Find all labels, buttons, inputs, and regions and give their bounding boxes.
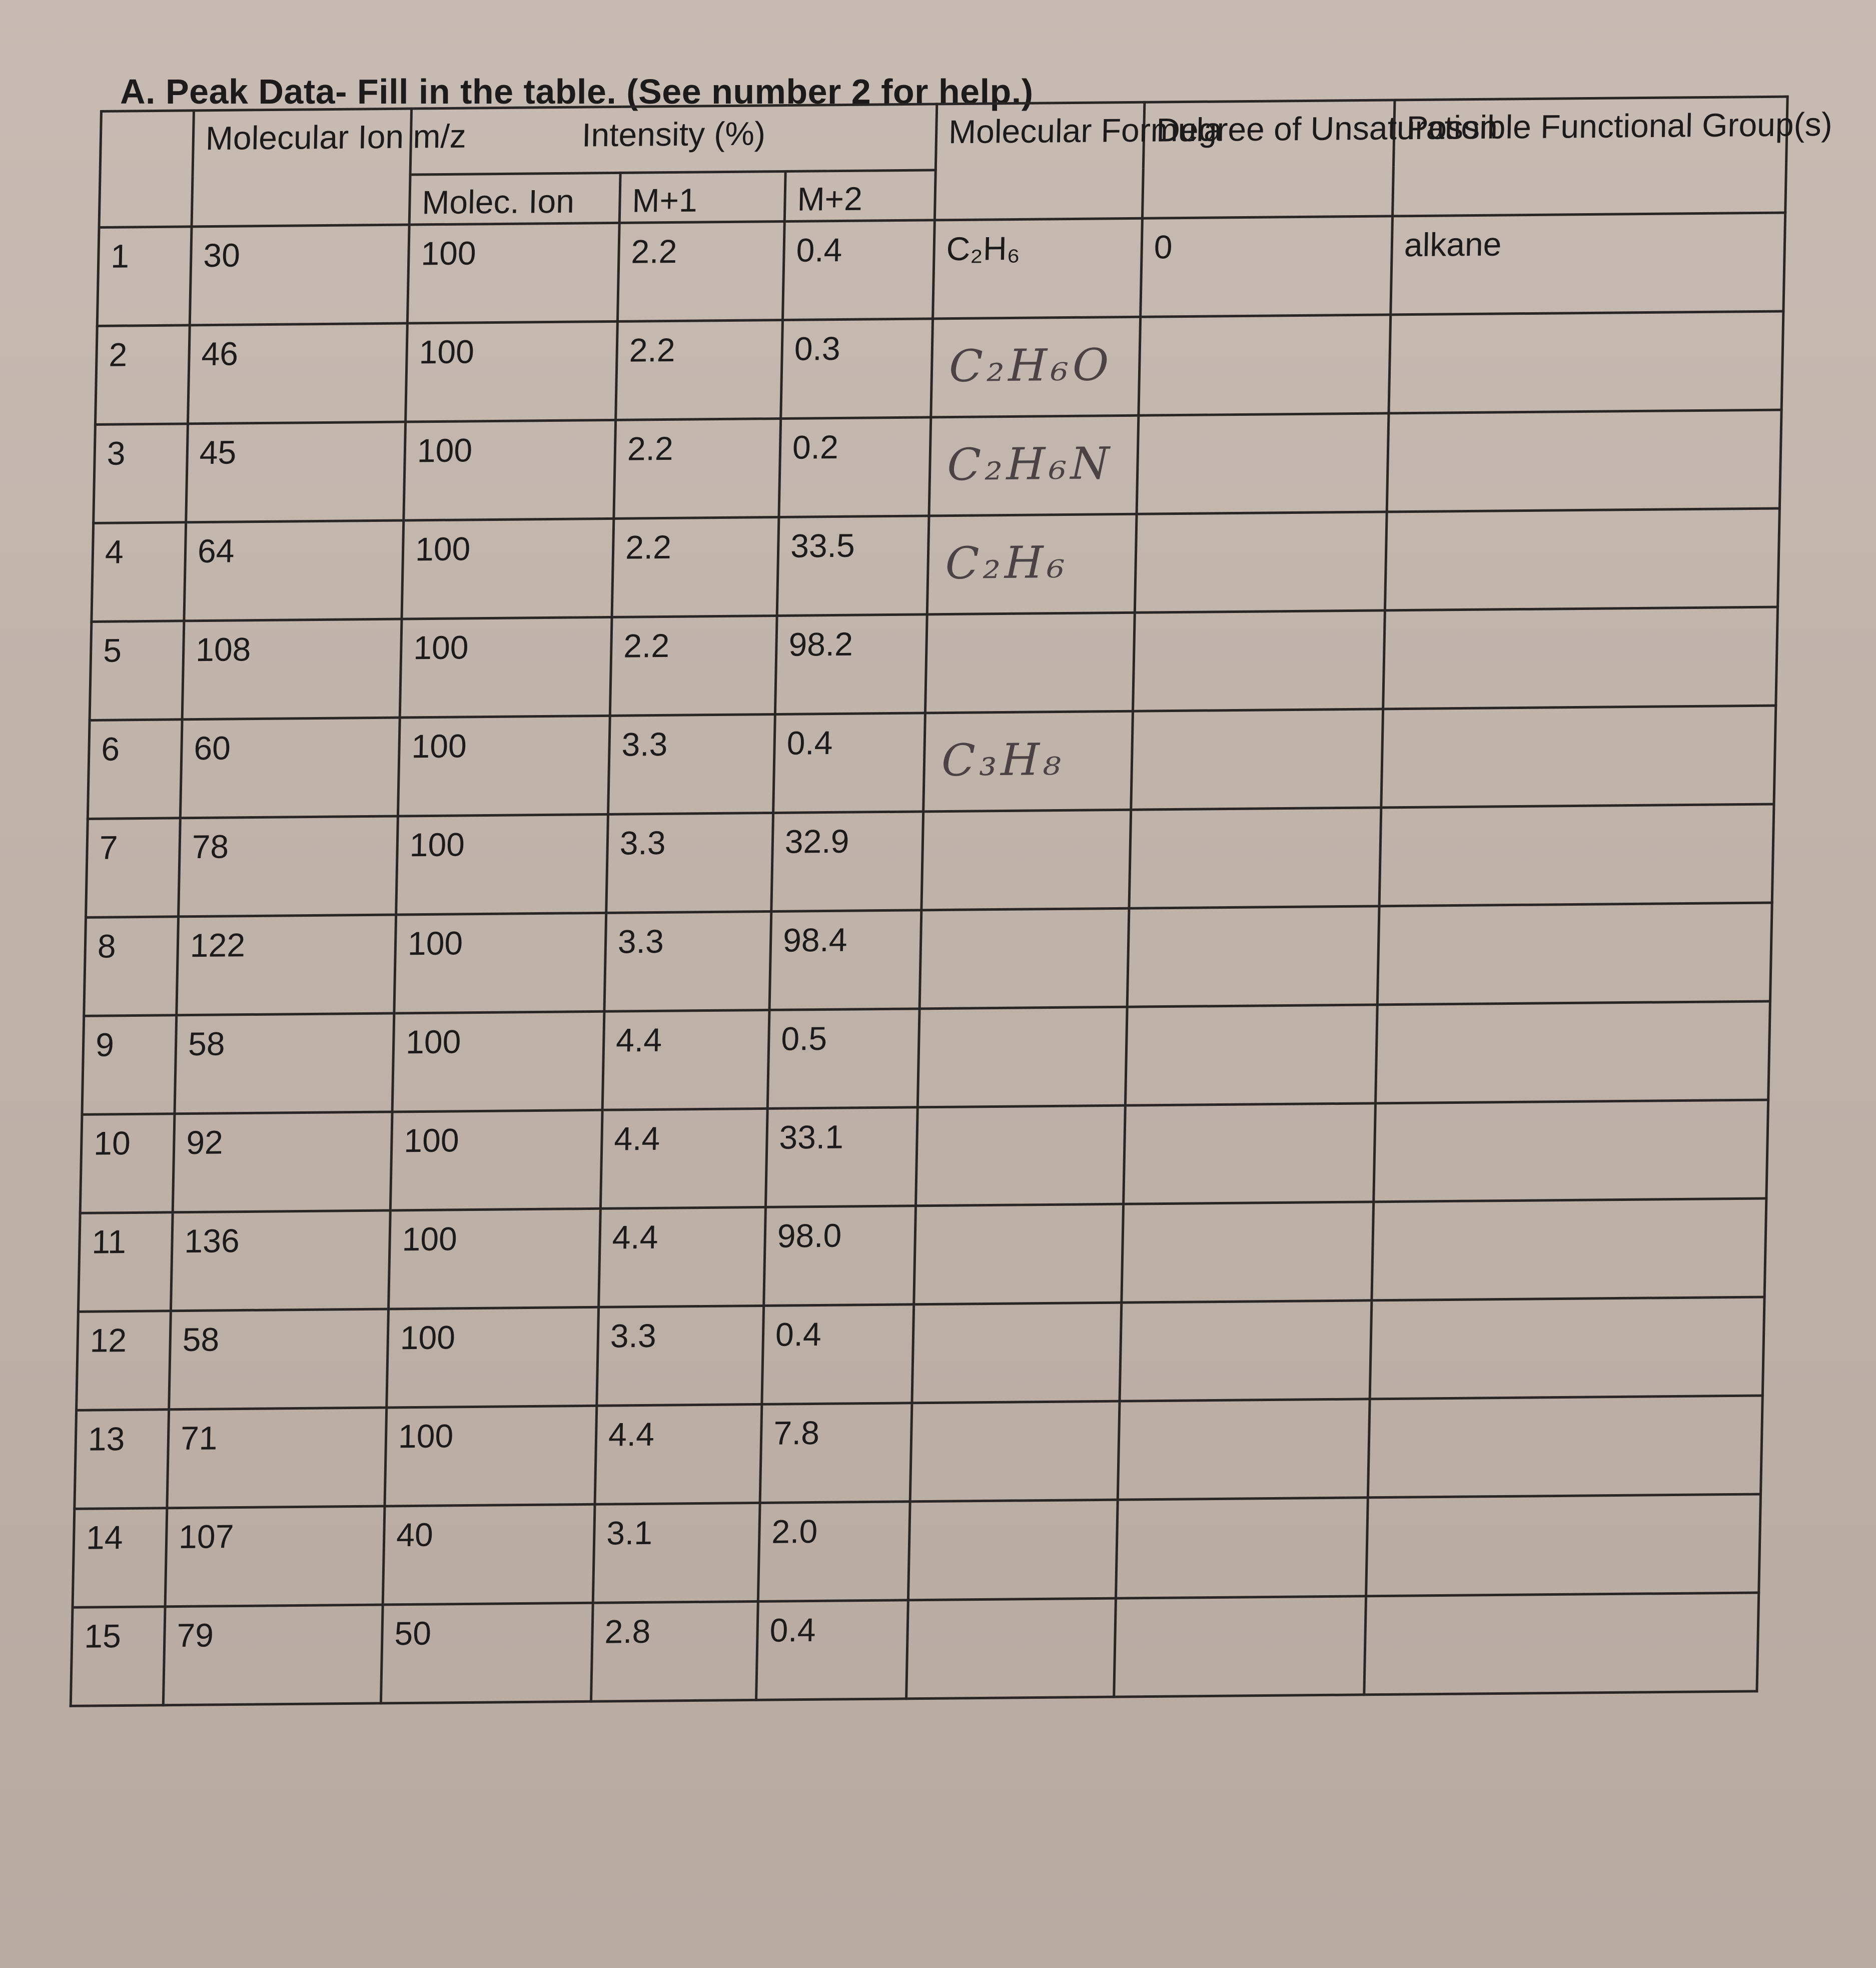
m-plus-2-intensity[interactable] xyxy=(758,1501,910,1601)
m-plus-1-intensity-text: 3.1 xyxy=(606,1514,653,1552)
row-number[interactable] xyxy=(92,522,186,621)
functional-group-cell[interactable] xyxy=(1375,1001,1770,1103)
m-plus-1-intensity[interactable] xyxy=(616,320,783,420)
handwritten-formula: C₂H₆N xyxy=(947,437,1114,490)
molecular-formula-cell[interactable] xyxy=(906,1598,1116,1699)
table-row xyxy=(80,1099,1768,1212)
molecular-formula-cell[interactable] xyxy=(925,612,1135,713)
m-plus-1-intensity-text: 3.3 xyxy=(617,922,664,960)
m-plus-1-intensity[interactable] xyxy=(600,1108,767,1208)
molec-ion-intensity-text: 100 xyxy=(419,332,475,370)
molec-ion-intensity[interactable] xyxy=(406,321,618,422)
molec-ion-intensity[interactable] xyxy=(385,1406,597,1506)
row-number-text: 11 xyxy=(91,1222,127,1260)
molec-ion-intensity-text: 100 xyxy=(405,1022,462,1060)
molecular-formula-cell[interactable] xyxy=(921,810,1131,910)
m-plus-2-intensity-text: 0.4 xyxy=(795,231,843,269)
functional-group-cell[interactable] xyxy=(1368,1395,1762,1497)
molecular-formula-cell[interactable] xyxy=(927,514,1137,614)
table-row xyxy=(94,410,1781,523)
row-number-text: 15 xyxy=(84,1617,122,1655)
molec-ion-intensity-text: 100 xyxy=(411,727,467,765)
molecular-ion-mz[interactable] xyxy=(180,718,400,818)
m-plus-2-intensity-text: 0.2 xyxy=(792,428,839,466)
m-plus-2-intensity[interactable] xyxy=(773,713,925,813)
m-plus-1-intensity-text: 3.3 xyxy=(610,1317,657,1355)
degree-of-unsaturation-cell[interactable] xyxy=(1133,610,1385,711)
table-row xyxy=(86,804,1774,917)
molec-ion-intensity-text: 100 xyxy=(409,825,465,863)
m-plus-1-intensity[interactable] xyxy=(604,911,771,1011)
row-number-text: 4 xyxy=(105,532,124,570)
m-plus-1-intensity[interactable] xyxy=(591,1601,758,1701)
degree-of-unsaturation-cell[interactable] xyxy=(1131,709,1383,809)
m-plus-2-intensity[interactable] xyxy=(762,1304,914,1404)
molec-ion-intensity-text: 100 xyxy=(398,1417,454,1455)
handwritten-formula: C₂H₆O xyxy=(949,338,1114,392)
molec-ion-intensity-text: 100 xyxy=(403,1121,460,1159)
molec-ion-intensity[interactable] xyxy=(381,1603,593,1703)
molecular-ion-mz-text: 60 xyxy=(193,729,231,767)
molec-ion-intensity[interactable] xyxy=(387,1307,599,1408)
functional-group-cell[interactable] xyxy=(1391,213,1785,315)
molecular-formula-cell[interactable] xyxy=(912,1302,1122,1403)
molecular-ion-mz-text: 108 xyxy=(195,630,252,668)
row-number-text: 1 xyxy=(110,237,130,275)
m-plus-2-intensity[interactable] xyxy=(771,811,923,911)
row-number[interactable] xyxy=(84,916,179,1016)
molecular-ion-mz[interactable] xyxy=(184,520,404,621)
molec-ion-intensity-text: 50 xyxy=(394,1614,432,1652)
table-row xyxy=(95,311,1783,424)
table-row xyxy=(88,706,1775,819)
table-row xyxy=(75,1395,1762,1508)
table-row xyxy=(77,1296,1764,1410)
header-row-top xyxy=(100,97,1787,177)
row-number-text: 14 xyxy=(86,1518,124,1556)
m-plus-2-intensity-text: 0.4 xyxy=(775,1315,822,1353)
functional-group-cell[interactable] xyxy=(1389,311,1783,413)
m-plus-1-intensity-text: 2.2 xyxy=(629,331,676,369)
m-plus-2-intensity-text: 33.1 xyxy=(778,1118,844,1156)
row-number[interactable] xyxy=(71,1606,165,1706)
molecular-formula-cell[interactable] xyxy=(929,415,1139,516)
m-plus-2-intensity[interactable] xyxy=(781,318,933,418)
m-plus-1-intensity[interactable] xyxy=(614,418,781,518)
molec-ion-intensity-text: 100 xyxy=(420,234,477,272)
m-plus-2-intensity-text: 0.3 xyxy=(794,329,841,367)
m-plus-2-intensity[interactable] xyxy=(775,614,927,714)
functional-group-cell[interactable] xyxy=(1385,508,1779,610)
m-plus-2-intensity[interactable] xyxy=(783,220,935,320)
degree-of-unsaturation-cell[interactable] xyxy=(1122,1201,1374,1302)
degree-of-unsaturation-cell[interactable] xyxy=(1127,906,1379,1006)
functional-group-cell[interactable] xyxy=(1364,1592,1759,1694)
degree-of-unsaturation-cell[interactable] xyxy=(1120,1300,1372,1401)
row-number-text: 3 xyxy=(107,434,126,472)
functional-group-cell[interactable] xyxy=(1366,1494,1761,1596)
molecular-ion-mz[interactable] xyxy=(179,816,398,917)
molecular-formula-cell[interactable] xyxy=(914,1204,1124,1304)
molecular-ion-mz-text: 45 xyxy=(199,433,237,471)
functional-group-cell[interactable] xyxy=(1374,1099,1768,1201)
table-row xyxy=(82,1001,1770,1114)
molecular-formula-cell-text: C₂H₆ xyxy=(946,229,1021,267)
m-plus-1-intensity-text: 4.4 xyxy=(612,1218,659,1256)
header-degree-of-unsaturation: Degree of Unsaturation xyxy=(1142,100,1395,218)
molecular-ion-mz-text: 79 xyxy=(176,1616,214,1654)
m-plus-1-intensity[interactable] xyxy=(610,615,777,716)
molecular-ion-mz-text: 64 xyxy=(197,531,235,569)
functional-group-cell[interactable] xyxy=(1377,903,1772,1005)
row-number-text: 5 xyxy=(103,631,122,669)
functional-group-cell[interactable] xyxy=(1379,804,1774,906)
molec-ion-intensity[interactable] xyxy=(383,1504,595,1605)
degree-of-unsaturation-cell[interactable] xyxy=(1129,807,1381,908)
molec-ion-intensity[interactable] xyxy=(396,814,608,915)
molec-ion-intensity-text: 100 xyxy=(415,529,471,567)
degree-of-unsaturation-cell[interactable] xyxy=(1139,314,1391,415)
m-plus-2-intensity[interactable] xyxy=(767,1008,919,1108)
row-number[interactable] xyxy=(75,1409,169,1509)
degree-of-unsaturation-cell[interactable] xyxy=(1116,1497,1368,1598)
row-number[interactable] xyxy=(86,818,181,917)
header-molecular-formula: Molecular Formula xyxy=(934,102,1145,220)
degree-of-unsaturation-cell[interactable] xyxy=(1118,1399,1370,1499)
functional-group-cell-text: alkane xyxy=(1404,225,1502,263)
degree-of-unsaturation-cell[interactable] xyxy=(1141,216,1393,316)
handwritten-formula: C₂H₆ xyxy=(945,536,1070,589)
molec-ion-intensity[interactable] xyxy=(390,1110,602,1210)
molec-ion-intensity-text: 100 xyxy=(417,431,473,469)
molec-ion-intensity-text: 100 xyxy=(400,1318,456,1356)
m-plus-2-intensity-text: 0.4 xyxy=(786,724,833,762)
molecular-ion-mz[interactable] xyxy=(182,619,402,720)
molec-ion-intensity[interactable] xyxy=(394,913,606,1013)
row-number[interactable] xyxy=(88,719,182,819)
m-plus-1-intensity[interactable] xyxy=(595,1404,762,1504)
molecular-formula-cell[interactable] xyxy=(917,1007,1127,1107)
molecular-ion-mz-text: 58 xyxy=(188,1024,226,1062)
row-number[interactable] xyxy=(97,226,192,326)
molecular-formula-cell[interactable] xyxy=(919,908,1129,1009)
degree-of-unsaturation-cell[interactable] xyxy=(1114,1596,1366,1696)
row-number[interactable] xyxy=(77,1310,171,1410)
molecular-formula-cell[interactable] xyxy=(931,317,1141,417)
molecular-ion-mz[interactable] xyxy=(186,422,406,522)
molecular-ion-mz-text: 92 xyxy=(186,1123,224,1161)
molecular-ion-mz[interactable] xyxy=(167,1407,387,1508)
row-number-text: 6 xyxy=(101,730,120,768)
m-plus-2-intensity[interactable] xyxy=(764,1205,916,1305)
handwritten-formula: C₃H₈ xyxy=(941,733,1066,786)
m-plus-1-intensity-text: 4.4 xyxy=(608,1415,655,1453)
header-intensity: Intensity (%) xyxy=(410,104,937,175)
m-plus-1-intensity-text: 3.3 xyxy=(621,725,668,763)
molecular-formula-cell[interactable] xyxy=(916,1105,1126,1206)
molecular-ion-mz-text: 107 xyxy=(178,1517,235,1555)
row-number-text: 12 xyxy=(90,1321,127,1359)
molecular-ion-mz[interactable] xyxy=(190,225,409,325)
degree-of-unsaturation-cell-text: 0 xyxy=(1154,228,1173,266)
row-number-text: 7 xyxy=(99,828,119,866)
molec-ion-intensity[interactable] xyxy=(407,223,619,323)
header-molec-ion: Molec. Ion xyxy=(409,173,620,224)
peak-data-sheet xyxy=(68,96,1833,1766)
molecular-ion-mz-text: 78 xyxy=(192,827,229,865)
molecular-ion-mz[interactable] xyxy=(163,1604,383,1705)
molec-ion-intensity[interactable] xyxy=(404,420,616,520)
m-plus-1-intensity-text: 3.3 xyxy=(619,824,666,862)
molec-ion-intensity-text: 40 xyxy=(396,1516,434,1553)
row-number[interactable] xyxy=(82,1015,177,1114)
m-plus-2-intensity-text: 7.8 xyxy=(773,1414,820,1452)
header-molecular-ion: Molecular Ion m/z xyxy=(192,109,412,226)
m-plus-1-intensity-text: 2.2 xyxy=(627,429,674,467)
row-number[interactable] xyxy=(78,1212,173,1311)
row-number-text: 2 xyxy=(108,335,128,373)
m-plus-1-intensity-text: 2.8 xyxy=(604,1612,651,1650)
m-plus-2-intensity-text: 98.2 xyxy=(788,625,853,663)
row-number-text: 9 xyxy=(95,1025,115,1063)
m-plus-2-intensity-text: 32.9 xyxy=(784,822,850,860)
molecular-ion-mz-text: 122 xyxy=(190,926,246,964)
m-plus-1-intensity[interactable] xyxy=(612,517,779,617)
molecular-ion-mz-text: 71 xyxy=(180,1419,218,1457)
peak-data-table xyxy=(70,96,1833,1707)
row-number[interactable] xyxy=(90,620,184,720)
molecular-ion-mz[interactable] xyxy=(169,1308,389,1409)
row-number-text: 13 xyxy=(88,1420,126,1458)
molecular-ion-mz[interactable] xyxy=(175,1013,394,1113)
header-functional-groups: Possible Functional Group(s) xyxy=(1393,97,1788,216)
row-number[interactable] xyxy=(94,423,188,523)
molec-ion-intensity[interactable] xyxy=(392,1011,604,1112)
molecular-ion-mz[interactable] xyxy=(188,323,407,424)
molecular-ion-mz[interactable] xyxy=(171,1210,390,1310)
table-row xyxy=(97,213,1785,326)
m-plus-1-intensity-text: 4.4 xyxy=(615,1021,662,1059)
functional-group-cell[interactable] xyxy=(1372,1198,1766,1300)
header-row-number xyxy=(99,111,194,227)
m-plus-2-intensity[interactable] xyxy=(765,1107,917,1207)
functional-group-cell[interactable] xyxy=(1383,607,1778,709)
m-plus-2-intensity[interactable] xyxy=(779,417,931,517)
molec-ion-intensity-text: 100 xyxy=(401,1219,458,1257)
degree-of-unsaturation-cell[interactable] xyxy=(1125,1004,1377,1105)
m-plus-2-intensity-text: 2.0 xyxy=(771,1512,818,1550)
row-number-text: 8 xyxy=(97,927,117,965)
m-plus-2-intensity-text: 0.5 xyxy=(780,1019,827,1057)
m-plus-2-intensity-text: 0.4 xyxy=(769,1611,816,1649)
worksheet-heading: A. Peak Data- Fill in the table. (See number 2 for help.) xyxy=(120,72,1034,111)
table-row xyxy=(90,607,1777,720)
degree-of-unsaturation-cell[interactable] xyxy=(1137,413,1389,513)
row-number[interactable] xyxy=(80,1113,175,1213)
m-plus-1-intensity[interactable] xyxy=(606,813,773,913)
molecular-ion-mz-text: 136 xyxy=(184,1221,240,1259)
table-row xyxy=(73,1494,1760,1607)
functional-group-cell[interactable] xyxy=(1387,410,1781,512)
molecular-formula-cell[interactable] xyxy=(908,1500,1118,1600)
m-plus-1-intensity-text: 2.2 xyxy=(623,626,670,665)
row-number[interactable] xyxy=(95,325,190,424)
molec-ion-intensity-text: 100 xyxy=(407,924,463,962)
table-row xyxy=(71,1592,1758,1705)
table-row xyxy=(78,1198,1766,1311)
degree-of-unsaturation-cell[interactable] xyxy=(1124,1103,1376,1203)
m-plus-2-intensity-text: 98.0 xyxy=(777,1216,842,1254)
functional-group-cell[interactable] xyxy=(1370,1296,1764,1399)
m-plus-2-intensity[interactable] xyxy=(760,1403,912,1503)
m-plus-1-intensity-text: 2.2 xyxy=(625,528,672,566)
molecular-ion-mz-text: 30 xyxy=(203,236,241,274)
molecular-ion-mz-text: 58 xyxy=(182,1320,220,1358)
molecular-ion-mz[interactable] xyxy=(173,1111,392,1212)
molecular-formula-cell[interactable] xyxy=(910,1401,1120,1502)
molecular-ion-mz[interactable] xyxy=(177,915,396,1015)
m-plus-1-intensity[interactable] xyxy=(597,1305,764,1406)
molec-ion-intensity[interactable] xyxy=(389,1208,601,1309)
m-plus-1-intensity[interactable] xyxy=(593,1503,760,1603)
molec-ion-intensity[interactable] xyxy=(398,716,610,816)
table-row xyxy=(84,903,1772,1016)
m-plus-1-intensity-text: 4.4 xyxy=(613,1119,661,1157)
molecular-formula-cell[interactable] xyxy=(923,711,1133,812)
m-plus-2-intensity-text: 33.5 xyxy=(790,526,855,564)
header-m-plus-1: M+1 xyxy=(619,172,785,223)
m-plus-1-intensity[interactable] xyxy=(599,1207,766,1307)
m-plus-2-intensity[interactable] xyxy=(756,1600,908,1700)
m-plus-1-intensity[interactable] xyxy=(608,714,775,814)
molec-ion-intensity-text: 100 xyxy=(413,628,469,666)
m-plus-2-intensity[interactable] xyxy=(777,515,929,615)
degree-of-unsaturation-cell[interactable] xyxy=(1135,511,1387,612)
m-plus-1-intensity-text: 2.2 xyxy=(630,232,678,270)
functional-group-cell[interactable] xyxy=(1381,706,1776,808)
m-plus-2-intensity[interactable] xyxy=(769,910,921,1010)
molecular-formula-cell[interactable] xyxy=(933,218,1143,319)
molec-ion-intensity[interactable] xyxy=(400,617,612,718)
molecular-ion-mz[interactable] xyxy=(165,1506,385,1606)
table-row xyxy=(92,508,1779,621)
m-plus-2-intensity-text: 98.4 xyxy=(782,921,848,959)
row-number[interactable] xyxy=(73,1508,167,1607)
m-plus-1-intensity[interactable] xyxy=(602,1010,769,1110)
row-number-text: 10 xyxy=(93,1124,131,1162)
molecular-ion-mz-text: 46 xyxy=(201,334,239,372)
header-m-plus-2: M+2 xyxy=(784,170,935,221)
m-plus-1-intensity[interactable] xyxy=(617,221,784,321)
molec-ion-intensity[interactable] xyxy=(402,518,614,619)
